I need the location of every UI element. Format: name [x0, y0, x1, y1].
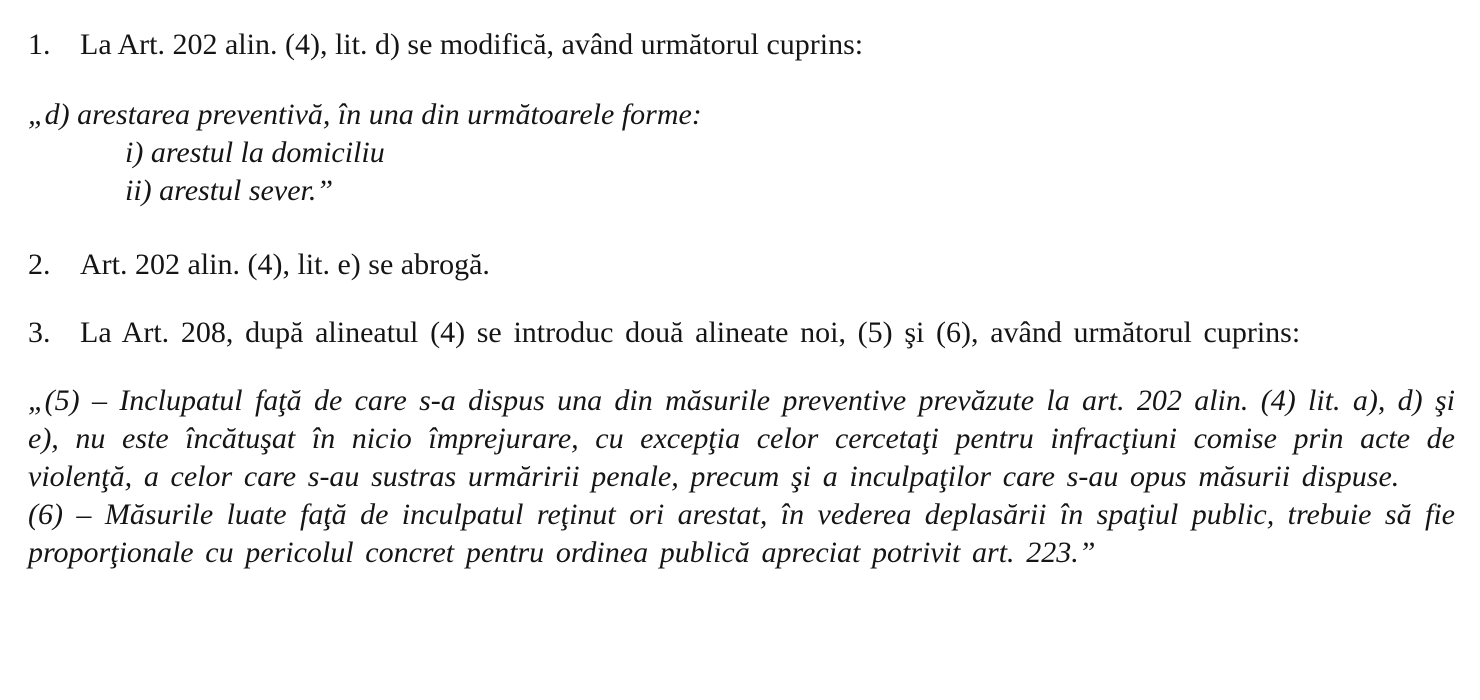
- paragraph-6: (6) – Măsurile luate faţă de inculpatul reţinut ori arestat, în vederea deplasării în spaţiul public, trebuie să fie proporţionale cu pericolul concret pentru ordinea publică apreciat potrivit art. 223.”: [28, 498, 1455, 569]
- quote-d-sub-item-ii: ii) arestul sever.”: [125, 174, 334, 207]
- quote-d-intro: „d) arestarea preventivă, în una din următoarele forme:: [28, 98, 702, 131]
- list-item-3-number: 3.: [28, 316, 51, 349]
- list-item-1-text: La Art. 202 alin. (4), lit. d) se modifică, având următorul cuprins:: [80, 28, 864, 61]
- paragraph-5: „(5) – Inclupatul faţă de care s-a dispus una din măsurile preventive prevăzute la art. 202 alin. (4) lit. a), d) şi e), nu este încătuşat în nicio împrejurare, cu excepţia celor cercetaţi pentru infracţiuni comise prin acte de violenţă, a celor care s-au sustras urmăririi penale, precum şi a inculpaţilor care s-au opus măsurii dispuse.: [28, 384, 1455, 493]
- list-item-3: [28, 314, 1455, 352]
- list-item-2-number: 2.: [28, 248, 51, 281]
- list-item-2-text: Art. 202 alin. (4), lit. e) se abrogă.: [80, 248, 490, 281]
- list-item-2: [28, 246, 1455, 284]
- quote-d-sub-item-i: i) arestul la domiciliu: [125, 136, 385, 169]
- list-item-1-number: 1.: [28, 28, 51, 61]
- list-item-3-text: La Art. 208, după alineatul (4) se introduc două alineate noi, (5) şi (6), având următorul cuprins:: [80, 316, 1301, 349]
- list-item-1: [28, 26, 1455, 64]
- quote-block-paragraphs: [28, 382, 1455, 572]
- quote-block-d: [28, 96, 1455, 210]
